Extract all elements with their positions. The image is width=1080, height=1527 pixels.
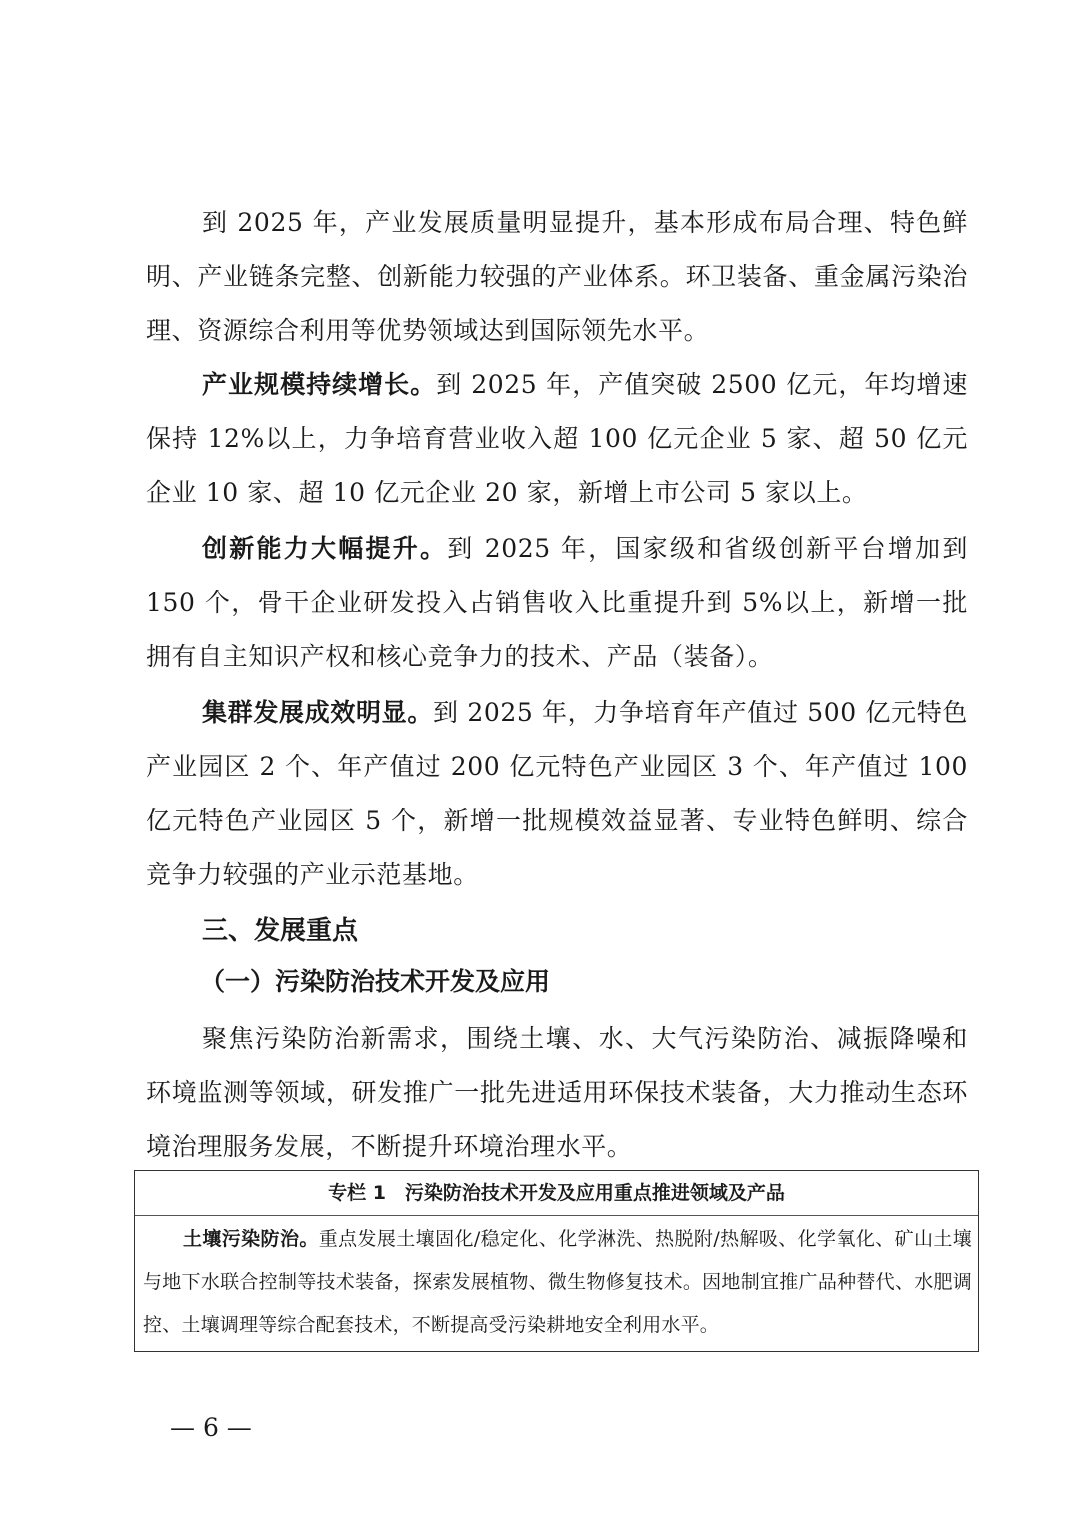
- feature-box: [134, 1170, 979, 1352]
- page-number: — 6 —: [170, 1413, 252, 1442]
- paragraph-text: 到 2025 年，产业发展质量明显提升，基本形成布局合理、特色鲜明、产业链条完整、创新能力较强的产业体系。环卫装备、重金属污染治理、资源综合利用等优势领域达到国际领先水平。: [146, 208, 968, 345]
- paragraph-innovation: [146, 522, 968, 684]
- paragraph-text: 到 2025 年，国家级和省级创新平台增加到 150 个，骨干企业研发投入占销售收入比重提升到 5%以上，新增一批拥有自主知识产权和核心竞争力的技术、产品（装备）。: [146, 534, 969, 671]
- subsection-paragraph: [146, 1012, 968, 1174]
- paragraph-lead: 创新能力大幅提升。: [202, 534, 448, 563]
- paragraph-text: 到 2025 年，力争培育年产值过 500 亿元特色产业园区 2 个、年产值过 200 亿元特色产业园区 3 个、年产值过 100 亿元特色产业园区 5 个，新增一批规模效益显著、专业特色鲜明、综合竞争力较强的产业示范基地。: [146, 698, 968, 889]
- paragraph-goal-overview: [146, 196, 968, 358]
- paragraph-industry-scale: [146, 358, 968, 520]
- section-heading: 三、发展重点: [202, 916, 359, 946]
- paragraph-lead: 产业规模持续增长。: [202, 370, 437, 399]
- subsection-heading: （一）污染防治技术开发及应用: [200, 967, 551, 996]
- feature-box-body: [135, 1216, 978, 1347]
- paragraph-text: 到 2025 年，产值突破 2500 亿元，年均增速保持 12%以上，力争培育营业收入超 100 亿元企业 5 家、超 50 亿元企业 10 家、超 10 亿元企业 20 家，新增上市公司 5 家以上。: [146, 370, 968, 507]
- paragraph-lead: 集群发展成效明显。: [202, 698, 434, 727]
- feature-box-lead: 土壤污染防治。: [183, 1228, 319, 1250]
- feature-box-text: 重点发展土壤固化/稳定化、化学淋洗、热脱附/热解吸、化学氧化、矿山土壤与地下水联合控制等技术装备，探索发展植物、微生物修复技术。因地制宜推广品种替代、水肥调控、土壤调理等综合配套技术，不断提高受污染耕地安全利用水平。: [143, 1228, 972, 1336]
- paragraph-cluster: [146, 686, 968, 902]
- paragraph-text: 聚焦污染防治新需求，围绕土壤、水、大气污染防治、减振降噪和环境监测等领域，研发推广一批先进适用环保技术装备，大力推动生态环境治理服务发展，不断提升环境治理水平。: [146, 1024, 968, 1161]
- feature-box-title: 专栏 1 污染防治技术开发及应用重点推进领域及产品: [135, 1171, 978, 1216]
